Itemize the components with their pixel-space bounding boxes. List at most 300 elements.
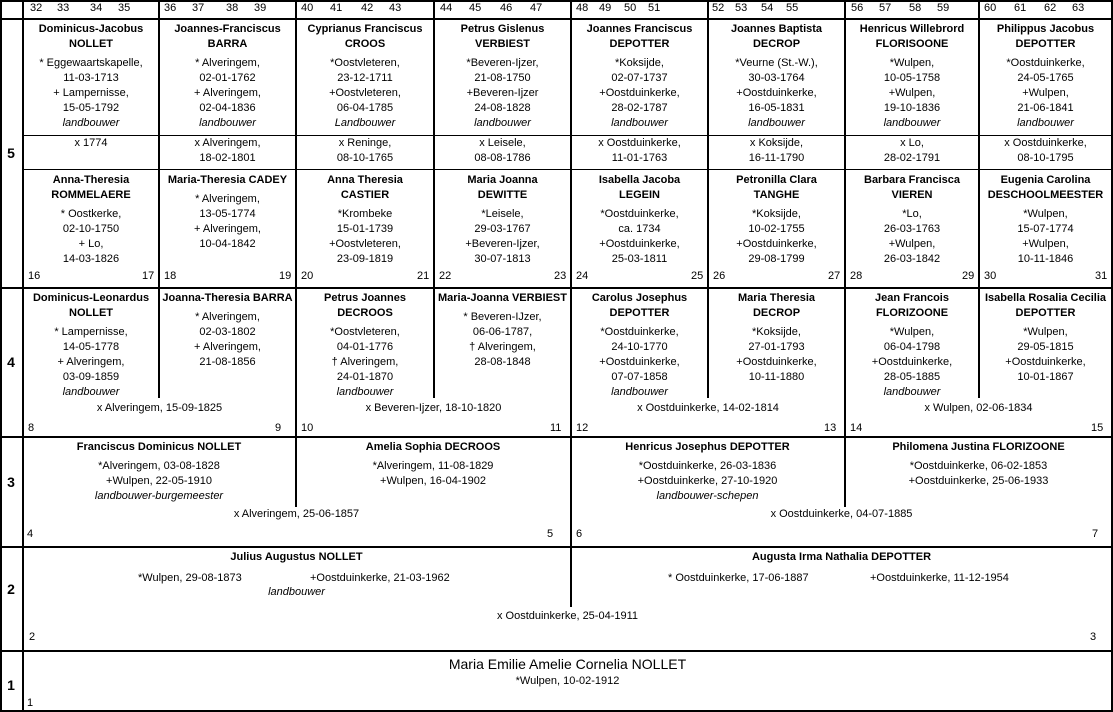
- person-occupation: landbouwer-schepen: [656, 490, 759, 502]
- person-name-1: Barbara Francisca: [864, 174, 960, 186]
- person-name-1: Eugenia Carolina: [1000, 174, 1091, 186]
- person-death-date: 25-03-1811: [611, 253, 668, 265]
- g5-father-7: [980, 22, 1111, 131]
- person-birth-date: 14-05-1778: [62, 341, 120, 353]
- g3-person-5: [297, 440, 569, 489]
- person-name: Philomena Justina FLORIZOONE: [892, 441, 1065, 453]
- marriage-date: 28-02-1791: [883, 152, 941, 164]
- g4-person-9: [160, 291, 295, 370]
- person-death-date: 28-02-1787: [611, 102, 668, 114]
- person-name: Amelia Sophia DECROOS: [365, 441, 501, 453]
- person-death-place: +Oostduinkerke,: [736, 87, 817, 99]
- person-name-1: Henricus Willebrord: [859, 23, 965, 35]
- person-death-date: 29-08-1799: [748, 253, 805, 265]
- person-name-2: FLORISOONE: [875, 38, 949, 50]
- g5-father-2: [297, 22, 433, 131]
- person-birth-date: 11-03-1713: [63, 72, 119, 84]
- person-birth-date: 23-12-1711: [337, 72, 393, 84]
- ancestor-number: 3: [1090, 631, 1097, 643]
- person-death-date: 21-08-1856: [199, 356, 256, 368]
- anc-num: 45: [469, 2, 482, 14]
- person-death-date: 03-09-1859: [62, 371, 120, 383]
- g3-person-7: [846, 440, 1111, 489]
- anc-num: 58: [909, 2, 922, 14]
- person-death-date: 28-05-1885: [883, 371, 941, 383]
- person-name-2: DEWITTE: [477, 189, 528, 201]
- person-birth-date: 10-05-1758: [883, 72, 941, 84]
- anc-num: 44: [440, 2, 453, 14]
- anc-num: 33: [57, 2, 70, 14]
- person-death-date: 28-08-1848: [474, 356, 531, 368]
- g5-marriage-1: [160, 136, 295, 166]
- ancestor-number: 9: [275, 422, 282, 434]
- person-name-2: LEGEIN: [619, 189, 660, 201]
- person-death-place: +Wulpen,: [888, 87, 936, 99]
- ancestor-number: 21: [417, 270, 430, 282]
- ancestor-number: 12: [576, 422, 589, 434]
- marriage-place: x Reninge,: [338, 137, 392, 149]
- person-birth-date: 27-01-1793: [748, 341, 805, 353]
- rule-gen3-gen2: [0, 546, 1113, 548]
- person-name-2: FLORIZOONE: [875, 307, 949, 319]
- person-death-date: 14-03-1826: [62, 253, 120, 265]
- person-death-place: +Oostduinkerke,: [871, 356, 953, 368]
- marriage-date: 11-01-1763: [611, 152, 668, 164]
- person-birth-date: 30-03-1764: [748, 72, 805, 84]
- g4-marriage: x Beveren-Ijzer, 18-10-1820: [365, 402, 502, 414]
- person-death-place: +Oostduinkerke,: [736, 356, 817, 368]
- g5-marriage-3: [435, 136, 570, 166]
- g5-father-1: [160, 22, 295, 131]
- person-name-2: NOLLET: [69, 38, 113, 50]
- rule-under-numbers: [0, 18, 1113, 20]
- person-name-2: BARRA: [207, 38, 248, 50]
- anc-num: 62: [1044, 2, 1057, 14]
- g2-person-occupation: landbouwer: [268, 586, 325, 598]
- person-name-2: DEPOTTER: [1015, 38, 1076, 50]
- anc-num: 41: [330, 2, 343, 14]
- person-name-2: DESCHOOLMEESTER: [987, 189, 1104, 201]
- person-birth-date: 04-01-1776: [336, 341, 394, 353]
- person-occupation: Landbouwer: [334, 117, 396, 129]
- person-occupation: landbouwer: [611, 386, 668, 398]
- g4-person-8: [24, 291, 158, 400]
- person-birth-place: *Oostduinkerke,: [600, 208, 679, 220]
- person-death: +Oostduinkerke, 27-10-1920: [637, 475, 778, 487]
- g4-person-13: [709, 291, 844, 385]
- marriage-place: x Lo,: [900, 137, 924, 149]
- proband-name: Maria Emilie Amelie Cornelia NOLLET: [448, 656, 687, 672]
- anc-num: 56: [851, 2, 864, 14]
- ancestor-number: 25: [691, 270, 704, 282]
- person-birth-place: *Oostvleteren,: [330, 326, 400, 338]
- person-name-2: DEPOTTER: [609, 307, 670, 319]
- person-name-1: Petrus Joannes: [324, 292, 406, 304]
- ancestor-number: 29: [962, 270, 975, 282]
- person-death-place: + Lampernisse,: [53, 87, 129, 99]
- person-birth-date: 13-05-1774: [199, 208, 256, 220]
- person-birth-date: 24-10-1770: [611, 341, 668, 353]
- g2-person-death: +Oostduinkerke, 21-03-1962: [310, 572, 450, 584]
- g5-mother-6: [846, 173, 978, 267]
- g2-marriage: x Oostduinkerke, 25-04-1911: [496, 610, 639, 622]
- person-birth-date: 24-05-1765: [1017, 72, 1074, 84]
- anc-num: 34: [90, 2, 103, 14]
- person-death-date: 06-04-1785: [336, 102, 394, 114]
- person-name-2: DECROP: [752, 38, 801, 50]
- g4-marriage: x Alveringem, 15-09-1825: [96, 402, 223, 414]
- anc-num: 46: [500, 2, 513, 14]
- generation-label-4: 4: [7, 354, 15, 370]
- person-birth-place: *Koksijde,: [752, 326, 801, 338]
- g2-person-name: Augusta Irma Nathalia DEPOTTER: [751, 551, 932, 563]
- ancestor-number: 8: [28, 422, 35, 434]
- person-death-place: +Oostduinkerke,: [736, 238, 817, 250]
- person-name-1: Dominicus-Leonardus: [32, 292, 150, 304]
- person-birth-place: * Alveringem,: [195, 311, 260, 323]
- person-death: +Wulpen, 22-05-1910: [106, 475, 212, 487]
- person-name-2: DEPOTTER: [609, 38, 670, 50]
- person-death-place: +Wulpen,: [888, 238, 936, 250]
- person-occupation: landbouwer: [199, 117, 256, 129]
- ancestor-number: 4: [27, 528, 34, 540]
- person-birth-date: 15-01-1739: [336, 223, 394, 235]
- person-occupation: landbouwer: [474, 117, 531, 129]
- person-birth-place: *Koksijde,: [752, 208, 801, 220]
- g3-person-4: [24, 440, 294, 504]
- generation-label-2: 2: [7, 581, 15, 597]
- person-death-date: 10-11-1880: [748, 371, 805, 383]
- g5-mother-5: [709, 173, 844, 267]
- person-death-date: 26-03-1842: [883, 253, 941, 265]
- person-birth-date: ca. 1734: [618, 223, 661, 235]
- ancestor-number: 23: [554, 270, 567, 282]
- g5-father-0: [24, 22, 158, 131]
- anc-num: 48: [576, 2, 589, 14]
- person-birth-date: 10-02-1755: [748, 223, 805, 235]
- person-name-2: TANGHE: [753, 189, 800, 201]
- person-death-date: 15-05-1792: [62, 102, 120, 114]
- person-death-place: +Wulpen,: [1022, 87, 1069, 99]
- ancestor-number: 30: [984, 270, 997, 282]
- person-name-2: VIEREN: [891, 189, 933, 201]
- g4-person-15: [980, 291, 1111, 385]
- g3-marriage: x Alveringem, 25-06-1857: [233, 508, 360, 520]
- person-birth: *Oostduinkerke, 06-02-1853: [909, 460, 1048, 472]
- person-birth-place: * Alveringem,: [195, 193, 260, 205]
- person-birth-place: *Wulpen,: [889, 57, 935, 69]
- person-name-1: Joannes Baptista: [730, 23, 823, 35]
- person-name-2: ROMMELAERE: [51, 189, 131, 201]
- person-birth-place: * Beveren-IJzer,: [463, 311, 542, 323]
- marriage-date: 08-08-1786: [474, 152, 531, 164]
- person-death-place: +Beveren-Ijzer: [466, 87, 539, 99]
- marriage-place: x Koksijde,: [749, 137, 804, 149]
- person-death-date: 24-08-1828: [474, 102, 531, 114]
- person-death-date: 23-09-1819: [336, 253, 394, 265]
- person-birth-date: 06-04-1798: [883, 341, 941, 353]
- person-death-place: +Oostduinkerke,: [599, 238, 680, 250]
- person-birth-date: 02-01-1762: [199, 72, 256, 84]
- person-occupation: landbouwer: [336, 386, 394, 398]
- person-name-2: CROOS: [344, 38, 386, 50]
- person-name-1: Maria-Theresia CADEY: [167, 174, 288, 186]
- person-death-place: † Alveringem,: [331, 356, 399, 368]
- person-birth: *Alveringem, 11-08-1829: [372, 460, 494, 472]
- ancestor-number: 28: [850, 270, 863, 282]
- ancestor-number: 18: [164, 270, 177, 282]
- ancestor-number: 1: [27, 697, 34, 709]
- g5-marriage-6: [846, 136, 978, 166]
- ancestor-number: 22: [439, 270, 452, 282]
- person-death-date: 10-11-1846: [1017, 253, 1074, 265]
- g3-marriage: x Oostduinkerke, 04-07-1885: [770, 508, 913, 520]
- anc-num: 53: [735, 2, 748, 14]
- person-death-date: 10-01-1867: [1017, 371, 1074, 383]
- g4-marriage: x Wulpen, 02-06-1834: [924, 402, 1033, 414]
- person-death-date: 16-05-1831: [748, 102, 805, 114]
- ancestor-number: 31: [1095, 270, 1108, 282]
- g5-father-4: [572, 22, 707, 131]
- anc-num: 49: [599, 2, 612, 14]
- g4-person-11: [435, 291, 570, 370]
- g4-person-10: [297, 291, 433, 400]
- ancestor-number: 7: [1092, 528, 1099, 540]
- anc-num: 61: [1014, 2, 1027, 14]
- anc-num: 38: [226, 2, 239, 14]
- person-death-place: + Alveringem,: [194, 223, 261, 235]
- person-name-1: Joannes Franciscus: [586, 23, 693, 35]
- person-name-1: Dominicus-Jacobus: [38, 23, 144, 35]
- person-name-1: Anna Theresia: [327, 174, 403, 186]
- person-name-1: Isabella Jacoba: [598, 174, 681, 186]
- anc-num: 32: [30, 2, 43, 14]
- person-name-1: Jean Francois: [875, 292, 949, 304]
- person-birth-place: *Wulpen,: [1023, 208, 1068, 220]
- person-name-1: Joanna-Theresia BARRA: [162, 292, 293, 304]
- person-birth-place: *Wulpen,: [1023, 326, 1068, 338]
- person-death-date: 10-04-1842: [199, 238, 256, 250]
- anc-num: 52: [712, 2, 725, 14]
- ancestor-number: 5: [547, 528, 554, 540]
- person-birth-place: *Veurne (St.-W.),: [735, 57, 818, 69]
- marriage-place: x Oostduinkerke,: [1004, 137, 1087, 149]
- person-death-place: † Alveringem,: [469, 341, 536, 353]
- person-death-place: +Beveren-Ijzer,: [465, 238, 540, 250]
- generation-label-1: 1: [7, 677, 15, 693]
- person-birth-place: * Eggewaartskapelle,: [39, 57, 143, 69]
- person-birth-date: 26-03-1763: [883, 223, 941, 235]
- person-birth-place: *Koksijde,: [615, 57, 664, 69]
- g5-marriage-7: [980, 136, 1111, 166]
- person-occupation: landbouwer-burgemeester: [94, 490, 224, 502]
- person-birth-place: *Leisele,: [481, 208, 524, 220]
- person-death-place: + Alveringem,: [194, 87, 261, 99]
- person-birth-date: 02-03-1802: [199, 326, 256, 338]
- g5-father-6: [846, 22, 978, 131]
- g5-father-3: [435, 22, 570, 131]
- g5-mother-1: [160, 173, 295, 252]
- g5-mother-3: [435, 173, 570, 267]
- anc-num: 60: [984, 2, 997, 14]
- anc-num: 36: [164, 2, 177, 14]
- ancestor-number: 10: [301, 422, 314, 434]
- person-name-1: Carolus Josephus: [591, 292, 688, 304]
- g4-person-14: [846, 291, 978, 400]
- person-birth: *Oostduinkerke, 26-03-1836: [638, 460, 777, 472]
- person-birth-place: *Beveren-Ijzer,: [466, 57, 539, 69]
- g5-marriage-2: [297, 136, 433, 166]
- anc-num: 55: [786, 2, 799, 14]
- anc-num: 42: [361, 2, 374, 14]
- gen5-marriage-bottom: [22, 169, 1112, 170]
- person-name-1: Isabella Rosalia Cecilia: [984, 292, 1107, 304]
- ancestor-number: 2: [29, 631, 36, 643]
- person-death-place: + Alveringem,: [57, 356, 125, 368]
- person-occupation: landbouwer: [883, 386, 941, 398]
- person-death-date: 24-01-1870: [336, 371, 394, 383]
- g5-mother-2: [297, 173, 433, 267]
- person-name-1: Petronilla Clara: [736, 174, 817, 186]
- anc-num: 47: [530, 2, 543, 14]
- person-death-date: 30-07-1813: [474, 253, 531, 265]
- marriage-date: 08-10-1795: [1017, 152, 1074, 164]
- person-birth-place: *Lo,: [902, 208, 922, 220]
- person-name-2: NOLLET: [69, 307, 113, 319]
- person-death-place: +Oostvleteren,: [329, 238, 401, 250]
- person-name-1: Petrus Gislenus: [460, 23, 545, 35]
- ancestor-number: 17: [142, 270, 155, 282]
- g4-person-12: [572, 291, 707, 400]
- g2-person-death: +Oostduinkerke, 11-12-1954: [870, 572, 1009, 584]
- marriage-place: x Oostduinkerke,: [598, 137, 681, 149]
- anc-num: 40: [301, 2, 314, 14]
- person-occupation: landbouwer: [883, 117, 941, 129]
- person-birth-date: 21-08-1750: [474, 72, 531, 84]
- ancestor-number: 26: [713, 270, 726, 282]
- rule-gen5-gen4: [0, 287, 1113, 289]
- person-name-2: VERBIEST: [474, 38, 530, 50]
- person-birth-date: 02-10-1750: [62, 223, 120, 235]
- g5-mother-0: [24, 173, 158, 267]
- ancestor-number: 11: [550, 422, 562, 434]
- person-birth-place: *Krombeke: [337, 208, 393, 220]
- person-death-place: + Lo,: [78, 238, 104, 250]
- anc-num: 63: [1072, 2, 1085, 14]
- ancestor-number: 19: [279, 270, 292, 282]
- person-birth-place: *Oostduinkerke,: [600, 326, 679, 338]
- marriage-date: 16-11-1790: [748, 152, 805, 164]
- person-birth-place: *Oostvleteren,: [330, 57, 400, 69]
- anc-num: 54: [761, 2, 774, 14]
- anc-num: 43: [389, 2, 402, 14]
- person-birth-place: *Oostduinkerke,: [1006, 57, 1085, 69]
- generation-label-3: 3: [7, 474, 15, 490]
- person-death-place: +Oostvleteren,: [329, 87, 401, 99]
- ancestor-number: 16: [28, 270, 41, 282]
- ancestor-number: 24: [576, 270, 589, 282]
- person-name-1: Maria-Joanna VERBIEST: [438, 292, 567, 304]
- person-name-1: Anna-Theresia: [52, 174, 130, 186]
- ancestor-number: 15: [1091, 422, 1104, 434]
- person-birth-date: 02-07-1737: [611, 72, 668, 84]
- person-name-1: Joannes-Franciscus: [174, 23, 281, 35]
- person-birth-date: 29-03-1767: [474, 223, 531, 235]
- person-name: Franciscus Dominicus NOLLET: [76, 441, 242, 453]
- ancestor-number: 6: [576, 528, 583, 540]
- g5-mother-7: [980, 173, 1111, 267]
- person-occupation: landbouwer: [1017, 117, 1074, 129]
- generation-label-5: 5: [7, 145, 15, 161]
- anc-num: 51: [648, 2, 661, 14]
- person-birth-place: *Wulpen,: [889, 326, 935, 338]
- person-occupation: landbouwer: [748, 117, 805, 129]
- marriage-place: x 1774: [74, 137, 108, 149]
- person-name-2: CASTIER: [340, 189, 390, 201]
- person-death-date: 19-10-1836: [883, 102, 941, 114]
- person-name-1: Maria Theresia: [737, 292, 816, 304]
- person-death-date: 07-07-1858: [611, 371, 668, 383]
- g5-marriage-4: [572, 136, 707, 166]
- ancestor-number: 20: [301, 270, 314, 282]
- g4-marriage: x Oostduinkerke, 14-02-1814: [637, 402, 779, 414]
- person-death: +Wulpen, 16-04-1902: [380, 475, 486, 487]
- person-death-place: +Wulpen,: [1022, 238, 1069, 250]
- g2-person-birth: * Oostduinkerke, 17-06-1887: [668, 572, 809, 584]
- person-death-date: 02-04-1836: [199, 102, 256, 114]
- g5-marriage-5: [709, 136, 844, 166]
- person-name: Henricus Josephus DEPOTTER: [625, 441, 790, 453]
- person-occupation: landbouwer: [62, 117, 120, 129]
- marriage-date: 18-02-1801: [199, 152, 256, 164]
- g2-person-name: Julius Augustus NOLLET: [230, 551, 363, 563]
- anc-num: 39: [254, 2, 267, 14]
- g5-marriage-0: [24, 136, 158, 151]
- person-name-2: DECROOS: [337, 307, 393, 319]
- marriage-place: x Alveringem,: [194, 137, 261, 149]
- person-name-2: DECROP: [752, 307, 801, 319]
- anc-num: 59: [937, 2, 950, 14]
- person-birth-date: 06-06-1787,: [472, 326, 533, 338]
- person-death-place: +Oostduinkerke,: [1005, 356, 1086, 368]
- person-birth-date: 29-05-1815: [1017, 341, 1074, 353]
- g3-person-6: [572, 440, 843, 504]
- person-name-1: Cyprianus Franciscus: [307, 23, 423, 35]
- person-death-place: +Oostduinkerke,: [599, 87, 680, 99]
- person-death-place: +Oostduinkerke,: [599, 356, 680, 368]
- ancestor-number: 13: [824, 422, 837, 434]
- anc-num: 37: [192, 2, 205, 14]
- person-birth: *Alveringem, 03-08-1828: [98, 460, 220, 472]
- person-birth-place: * Oostkerke,: [60, 208, 122, 220]
- person-death: +Oostduinkerke, 25-06-1933: [908, 475, 1049, 487]
- person-birth-place: * Lampernisse,: [54, 326, 128, 338]
- marriage-place: x Leisele,: [479, 137, 526, 149]
- ancestor-number: 27: [828, 270, 841, 282]
- anc-num: 57: [879, 2, 892, 14]
- person-death-place: + Alveringem,: [194, 341, 261, 353]
- g5-mother-4: [572, 173, 707, 267]
- g2-person-birth: *Wulpen, 29-08-1873: [138, 572, 242, 584]
- anc-num: 35: [118, 2, 131, 14]
- rule-gen2-gen1: [0, 650, 1113, 652]
- marriage-date: 08-10-1765: [336, 152, 394, 164]
- person-birth-date: 15-07-1774: [1017, 223, 1074, 235]
- rule-gen4-gen3: [0, 436, 1113, 438]
- g5-father-5: [709, 22, 844, 131]
- proband-birth: *Wulpen, 10-02-1912: [515, 675, 620, 687]
- person-name-1: Philippus Jacobus: [996, 23, 1095, 35]
